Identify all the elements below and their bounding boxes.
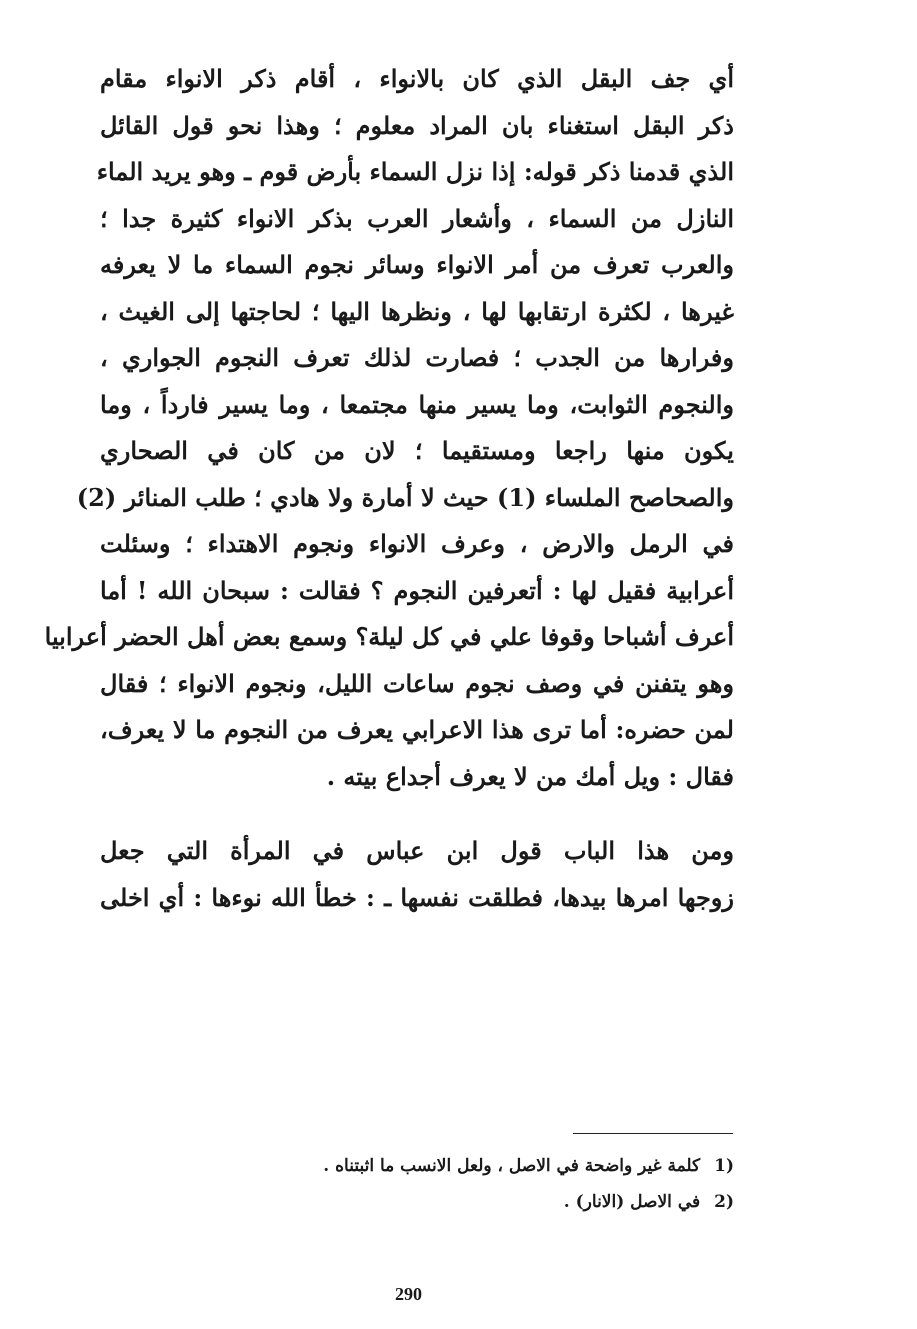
footnotes (150, 1148, 734, 1220)
text-line: أي جف البقل الذي كان بالانواء ، أقام ذكر الانواء مقام (100, 64, 734, 93)
footnote-1 (150, 1148, 734, 1184)
footnote-number: 1) (714, 1156, 734, 1176)
paragraph-1 (44, 56, 734, 800)
text-line: وفرارها من الجدب ؛ فصارت لذلك تعرف النجوم الجواري ، (100, 343, 734, 372)
footnote-text: في الاصل (الانار) . (563, 1192, 701, 1212)
footnote-text: كلمة غير واضحة في الاصل ، ولعل الانسب ما اثبتناه . (323, 1156, 701, 1176)
text-line: أعرف أشباحا وقوفا علي في كل ليلة؟ وسمع بعض أهل الحضر أعرابيا (44, 622, 734, 651)
text-line: زوجها امرها بيدها، فطلقت نفسها ـ : خطأ الله نوءها : أي اخلى (100, 882, 734, 912)
footnote-2 (150, 1184, 734, 1220)
text-line: لمن حضره: أما ترى هذا الاعرابي يعرف من النجوم ما لا يعرف، (100, 715, 734, 744)
text-line: فقال : ويل أمك من لا يعرف أجداع بيته . (326, 761, 734, 791)
text-line: ومن هذا الباب قول ابن عباس في المرأة التي جعل (100, 836, 734, 865)
text-line: ذكر البقل استغناء بان المراد معلوم ؛ وهذا نحو قول القائل (100, 110, 734, 140)
text-line: والنجوم الثوابت، وما يسير منها مجتمعا ، وما يسير فارداً ، وما (100, 389, 734, 419)
text-line: وهو يتفنن في وصف نجوم ساعات الليل، ونجوم الانواء ؛ فقال (100, 668, 734, 698)
footnote-number: 2) (714, 1192, 734, 1212)
text-line: والصحاصح الملساء (1) حيث لا أمارة ولا هادي ؛ طلب المنائر (2) (76, 482, 734, 512)
page-number: 290 (395, 1284, 422, 1304)
text-line: والعرب تعرف من أمر الانواء وسائر نجوم السماء ما لا يعرفه (100, 250, 734, 279)
text-line: الذي قدمنا ذكر قوله: إذا نزل السماء بأرض قوم ـ وهو يريد الماء (96, 157, 734, 186)
text-line: يكون منها راجعا ومستقيما ؛ لان من كان في الصحاري (100, 436, 734, 465)
paragraph-2 (100, 828, 734, 921)
text-line: في الرمل والارض ، وعرف الانواء ونجوم الاهتداء ؛ وسئلت (100, 529, 734, 558)
text-line: النازل من السماء ، وأشعار العرب بذكر الانواء كثيرة جدا ؛ (100, 203, 734, 233)
text-line: غيرها ، لكثرة ارتقابها لها ، ونظرها اليها ؛ لحاجتها إلى الغيث ، (100, 296, 734, 326)
footnote-divider (573, 1133, 733, 1134)
text-line: أعرابية فقيل لها : أتعرفين النجوم ؟ فقالت : سبحان الله ! أما (100, 575, 734, 605)
